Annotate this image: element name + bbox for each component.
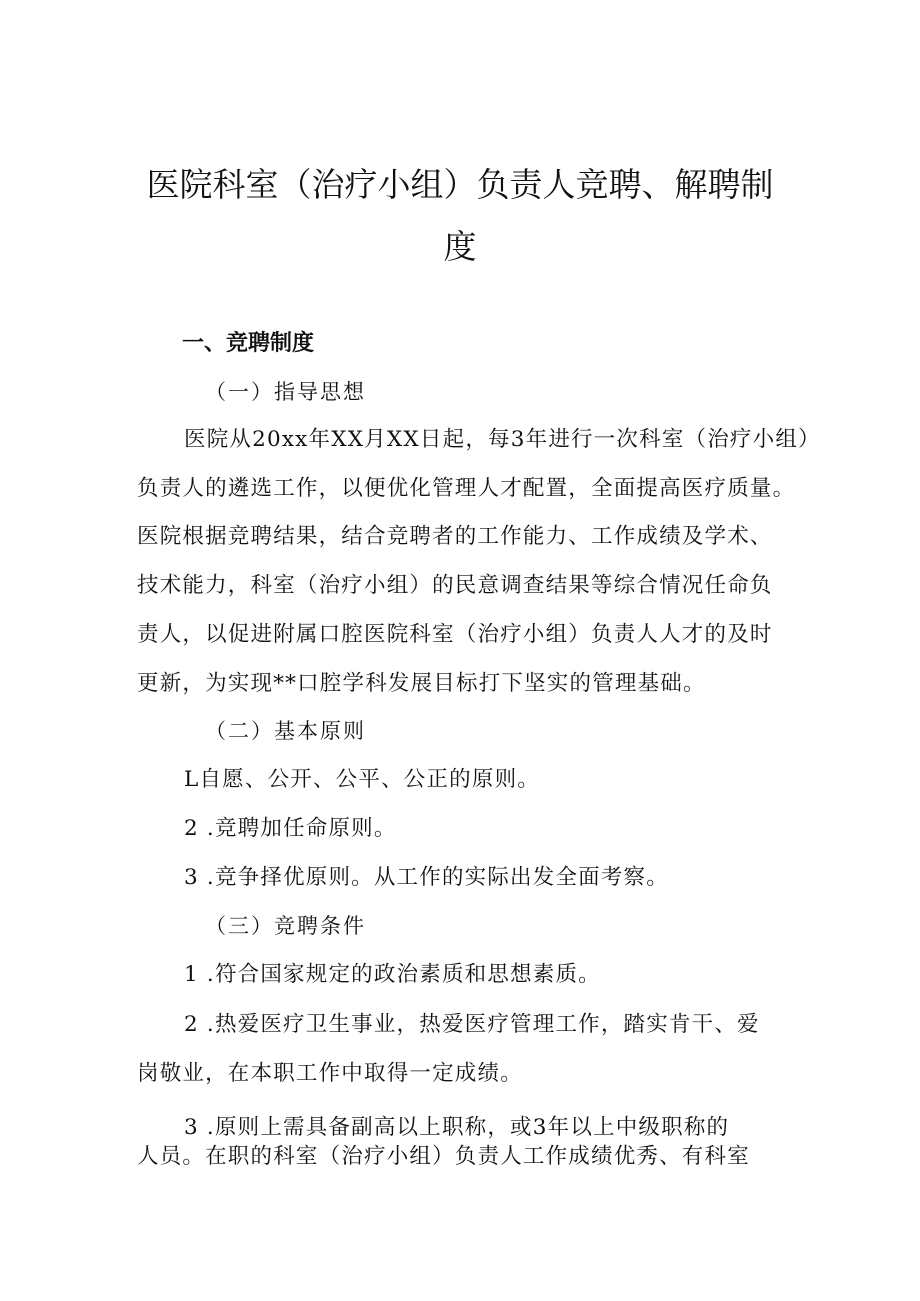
condition-item-continuation: 岗敬业，在本职工作中取得一定成绩。 [137, 1061, 523, 1086]
condition-item: 2 .热爱医疗卫生事业，热爱医疗管理工作，踏实肯干、爱 [184, 1012, 760, 1037]
paragraph-line: 医院从20xx年XX月XX日起，每3年进行一次科室（治疗小组） [184, 427, 821, 452]
paragraph-line: 技术能力，科室（治疗小组）的民意调查结果等综合情况任命负 [137, 573, 773, 598]
principle-item: 2 .竞聘加任命原则。 [184, 816, 397, 841]
document-title-line-2: 度 [443, 227, 477, 266]
paragraph-line: 负责人的遴选工作，以便优化管理人才配置，全面提高医疗质量。 [137, 476, 796, 501]
condition-item: 3 .原则上需具备副高以上职称，或3年以上中级职称的 [184, 1115, 730, 1140]
subsection-heading-conditions: （三）竞聘条件 [205, 914, 366, 938]
subsection-heading-guiding-ideology: （一）指导思想 [205, 380, 366, 404]
condition-item-continuation: 人员。在职的科室（治疗小组）负责人工作成绩优秀、有科室 [137, 1144, 750, 1169]
document-title-line-1: 医院科室（治疗小组）负责人竞聘、解聘制 [146, 165, 774, 204]
subsection-heading-basic-principles: （二）基本原则 [205, 719, 366, 743]
paragraph-line: 医院根据竞聘结果，结合竞聘者的工作能力、工作成绩及学术、 [137, 524, 773, 549]
section-heading-competition-system: 一、竞聘制度 [182, 331, 315, 356]
principle-item: 3 .竞争择优原则。从工作的实际出发全面考察。 [184, 865, 669, 890]
paragraph-line: 责人，以促进附属口腔医院科室（治疗小组）负责人人才的及时 [137, 622, 773, 647]
principle-item: L自愿、公开、公平、公正的原则。 [184, 767, 540, 792]
condition-item: 1 .符合国家规定的政治素质和思想素质。 [184, 962, 601, 987]
paragraph-line: 更新，为实现**口腔学科发展目标打下坚实的管理基础。 [137, 671, 706, 696]
